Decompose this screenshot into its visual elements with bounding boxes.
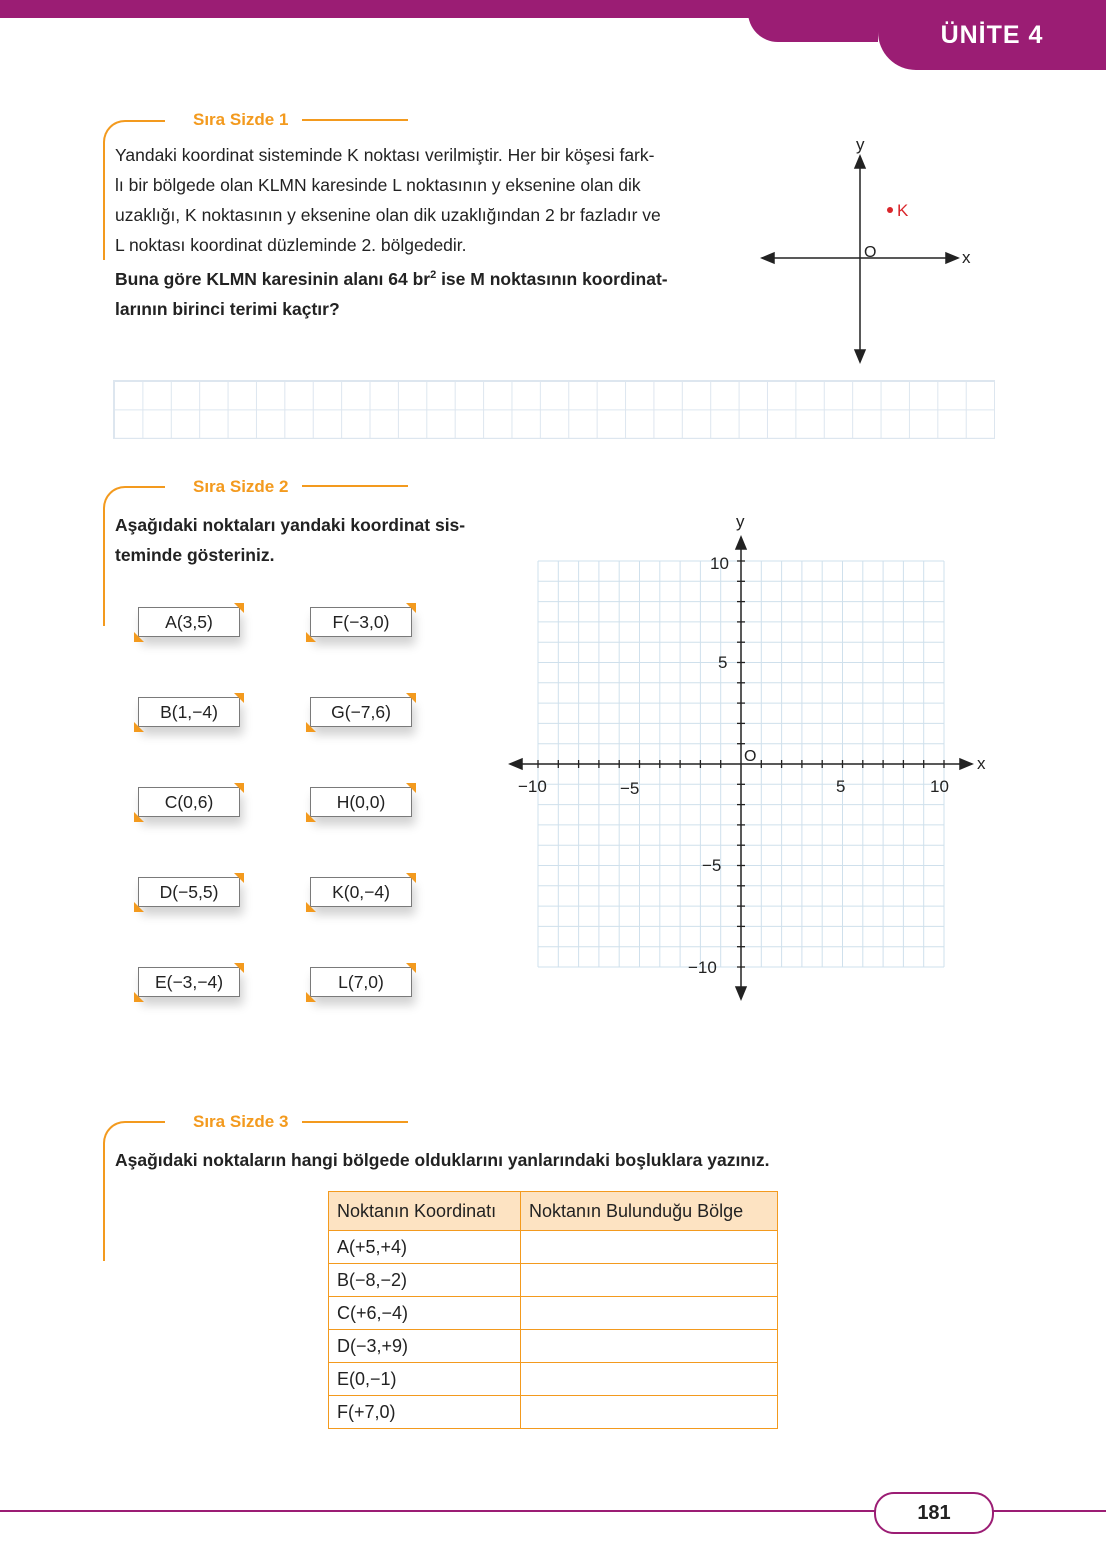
y-axis-label: y (736, 512, 745, 531)
origin-label: O (864, 244, 877, 261)
origin-label: O (744, 748, 757, 765)
region-answer-cell[interactable] (521, 1330, 778, 1363)
section1-text (115, 140, 720, 324)
x-tick-label: 5 (836, 777, 846, 796)
table-row (329, 1297, 778, 1330)
coordinate-cell: F(+7,0) (329, 1396, 521, 1429)
region-answer-cell[interactable] (521, 1264, 778, 1297)
section3-title: Sıra Sizde 3 (193, 1112, 289, 1131)
x-axis-arrow-right (946, 253, 958, 263)
y-axis-arrow-down (736, 987, 746, 999)
region-answer-cell[interactable] (521, 1231, 778, 1264)
page-number: 181 (874, 1492, 994, 1534)
x-axis-arrow-left (762, 253, 774, 263)
point-tag: L(7,0) (310, 967, 412, 997)
section1-question-cont: larının birinci terimi kaçtır? (115, 298, 340, 319)
point-k-label: K (897, 201, 909, 220)
y-axis-label: y (856, 135, 865, 154)
x-axis-arrow-right (960, 759, 972, 769)
point-tag: E(−3,−4) (138, 967, 240, 997)
y-axis-arrow-up (736, 537, 746, 549)
point-k-dot (887, 207, 893, 213)
x-axis-arrow-left (510, 759, 522, 769)
coordinate-cell: B(−8,−2) (329, 1264, 521, 1297)
x-tick-label: −5 (620, 779, 640, 798)
table-row (329, 1231, 778, 1264)
x-tick-label: 10 (930, 777, 949, 796)
section1-question: Buna göre KLMN karesinin alanı 64 $br^2$ ise M noktasının koordinat- (115, 268, 668, 289)
region-answer-cell[interactable] (521, 1363, 778, 1396)
table-header: Noktanın Koordinatı (329, 1192, 521, 1231)
table-row (329, 1330, 778, 1363)
point-tag: B(1,−4) (138, 697, 240, 727)
x-axis-label: x (977, 754, 986, 773)
footer-line-right (990, 1510, 1106, 1512)
section1-line: Yandaki koordinat sisteminde K noktası verilmiştir. Her bir köşesi fark- (115, 145, 655, 165)
y-tick-label: 10 (710, 554, 729, 573)
y-tick-label: 5 (718, 653, 728, 672)
answer-grid[interactable] (113, 380, 995, 439)
table-row (329, 1264, 778, 1297)
table-row (329, 1396, 778, 1429)
table-header-row (329, 1192, 778, 1231)
point-tag: K(0,−4) (310, 877, 412, 907)
section1-axes (750, 130, 990, 370)
region-table (328, 1191, 778, 1429)
point-tag: C(0,6) (138, 787, 240, 817)
footer-line-left (0, 1510, 876, 1512)
section1-line: uzaklığı, K noktasının y eksenine olan dik uzaklığından 2 br fazladır ve (115, 205, 661, 225)
y-axis-arrow-down (855, 350, 865, 362)
y-axis-arrow-up (855, 156, 865, 168)
section3-bracket (103, 1121, 165, 1261)
section1-title-line (302, 119, 408, 121)
region-answer-cell[interactable] (521, 1396, 778, 1429)
coordinate-cell: A(+5,+4) (329, 1231, 521, 1264)
unit-label: ÜNİTE 4 (878, 0, 1106, 70)
table-header: Noktanın Bulunduğu Bölge (521, 1192, 778, 1231)
x-tick-label: −10 (518, 777, 547, 796)
table-row (329, 1363, 778, 1396)
section2-title-line (302, 485, 408, 487)
coordinate-cell: E(0,−1) (329, 1363, 521, 1396)
y-tick-label: −10 (688, 958, 717, 977)
point-tag: A(3,5) (138, 607, 240, 637)
section1-line: L noktası koordinat düzleminde 2. bölgededir. (115, 235, 467, 255)
y-tick-label: −5 (702, 856, 722, 875)
region-answer-cell[interactable] (521, 1297, 778, 1330)
point-tag: F(−3,0) (310, 607, 412, 637)
x-axis-label: x (962, 248, 971, 267)
section2-instruction: Aşağıdaki noktaları yandaki koordinat sis- teminde gösteriniz. (115, 515, 466, 565)
section3-instruction: Aşağıdaki noktaların hangi bölgede olduklarını yanlarındaki boşluklara yazınız. (115, 1150, 770, 1170)
point-tag: D(−5,5) (138, 877, 240, 907)
header-notch (748, 0, 878, 42)
point-tag: G(−7,6) (310, 697, 412, 727)
coordinate-grid[interactable] (500, 505, 1000, 1005)
coordinate-cell: C(+6,−4) (329, 1297, 521, 1330)
coordinate-cell: D(−3,+9) (329, 1330, 521, 1363)
section1-title: Sıra Sizde 1 (193, 110, 289, 129)
section2-title: Sıra Sizde 2 (193, 477, 289, 496)
section1-line: lı bir bölgede olan KLMN karesinde L noktasının y eksenine olan dik (115, 175, 641, 195)
point-tag: H(0,0) (310, 787, 412, 817)
section3-title-line (302, 1121, 408, 1123)
